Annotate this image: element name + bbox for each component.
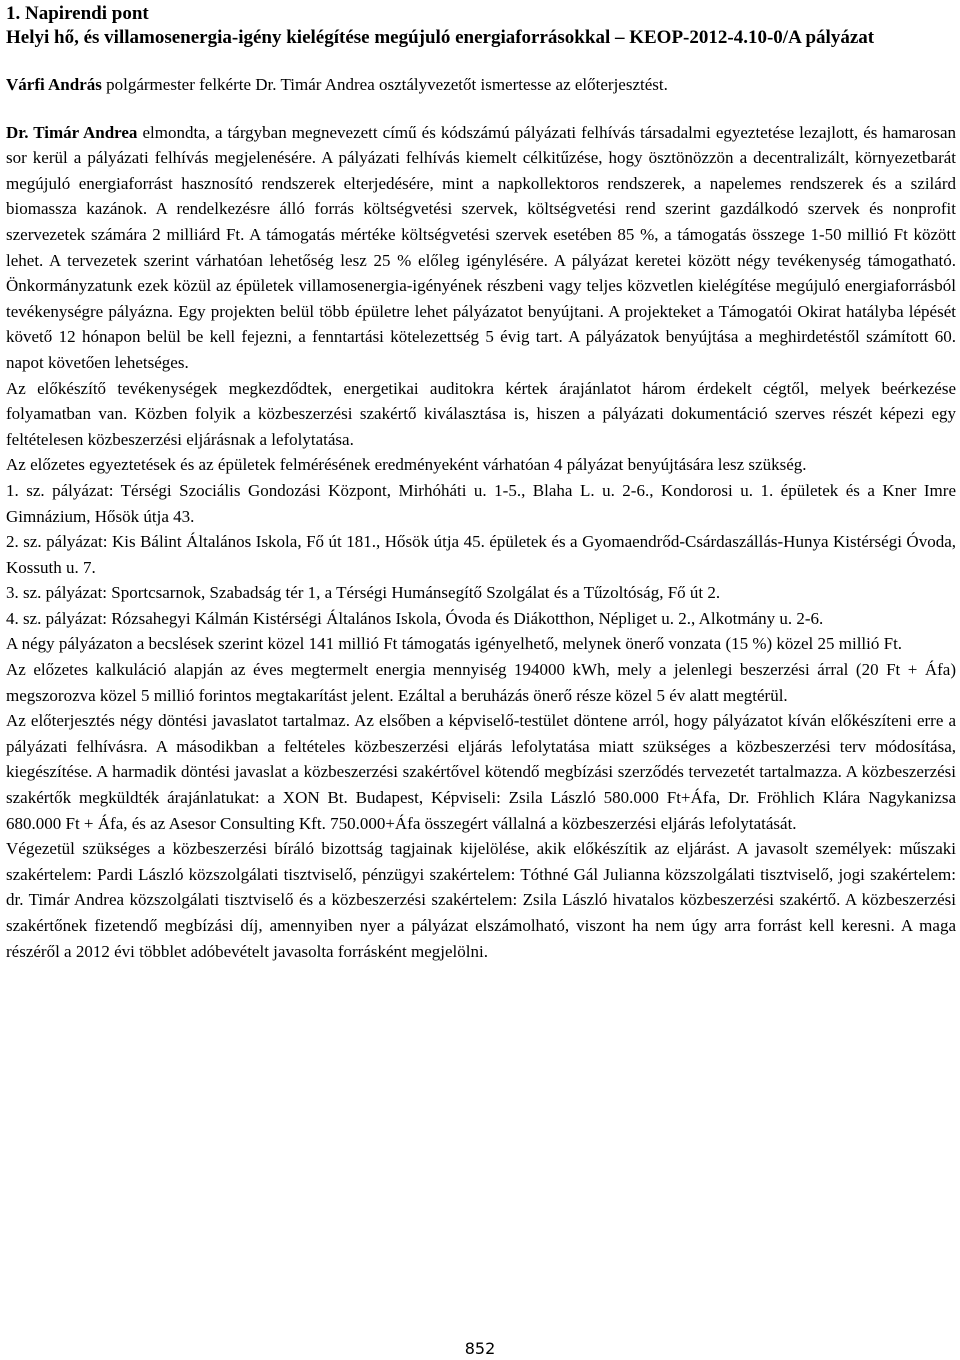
body-text: elmondta, a tárgyban megnevezett című és kódszámú pályázati felhívás társadalmi egyeztetése lezajlott, és hamarosan sor kerül a pályázati felhívás megjelenésére. A pályázati felhívás kiemelt célkitűzése, hogy ösztönözzön a decentralizált, környezetbarát megújuló energiaforrást hasznosító rendszerek elterjedésére, mint a napkollektoros rendszerek, a napelemes rendszerek és a szilárd biomassza kazánok. A rendelkezésre álló forrás költségvetési szervek, költségvetési rend szerint gazdálkodó szervek és nonprofit szervezetek számára 2 milliárd Ft. A támogatás mértéke költségvetési szervek esetében 85 %, a támogatás összege 1-50 millió Ft között lehet. A tervezetek szerint várhatóan lehetőség lesz 25 % előleg igénylésére. A pályázat keretei között négy tevékenység támogatható. Önkormányzatunk ezek közül az épületek villamosenergia-igényének részbeni vagy teljes közvetlen kielégítése megújuló energiaforrásból tevékenységre pályázna. Egy projekten belül több épületre lehet pályázatot benyújtani. A projekteket a Támogatói Okirat hatályba lépését követő 12 hónapon belül be kell fejezni, a fenntartási kötelezettség 5 évig tart. A pályázatok benyújtása a meghirdetéstől számított 60. napot követően lehetséges.: [6, 122, 957, 372]
intro-paragraph: [6, 72, 956, 98]
subject-heading: Helyi hő, és villamosenergia-igény kielégítése megújuló energiaforrásokkal – KEOP-2012-4.10-0/A pályázat: [6, 27, 875, 48]
body-paragraph-3: Az előzetes egyeztetések és az épületek felmérésének eredményeként várhatóan 4 pályázat benyújtására lesz szükség.: [6, 455, 807, 475]
speaker-name: Várfi András: [6, 75, 102, 94]
body-paragraph-4: A négy pályázaton a becslések szerint közel 141 millió Ft támogatás igényelhető, melynek önerő vonzata (15 %) közel 25 millió Ft.: [6, 634, 903, 654]
agenda-heading: 1. Napirendi pont: [6, 3, 149, 24]
body-paragraph-1: [6, 120, 956, 376]
body-paragraph-2: Az előkészítő tevékenységek megkezdődtek, energetikai auditokra kértek árajánlatot három érdekelt cégtől, melyek beérkezése folyamatban van. Közben folyik a közbeszerzési szakértő kiválasztása is, hiszen a pályázati dokumentáció szerves részét képezi egy feltételesen közbeszerzési eljárásnak a lefolytatása.: [6, 378, 956, 449]
application-item-1: 1. sz. pályázat: Térségi Szociális Gondozási Központ, Mirhóháti u. 1-5., Blaha L. u. 2-6., Kondorosi u. 1. épületek és a Kner Imre Gimnázium, Hősök útja 43.: [6, 480, 956, 526]
application-item-2: 2. sz. pályázat: Kis Bálint Általános Iskola, Fő út 181., Hősök útja 45. épületek és a Gyomaendrőd-Csárdaszállás-Hunya Kistérségi Óvoda, Kossuth u. 7.: [6, 532, 956, 577]
speaker-name: Dr. Timár Andrea: [6, 122, 138, 142]
spacer: [6, 98, 956, 120]
document-page: [6, 0, 956, 964]
application-item-4: 4. sz. pályázat: Rózsahegyi Kálmán Kistérségi Általános Iskola, Óvoda és Diákotthon, Népliget u. 2., Alkotmány u. 2-6.: [6, 608, 824, 628]
page-number: 852: [464, 1339, 496, 1358]
body-paragraph-5: Az előzetes kalkuláció alapján az éves megtermelt energia mennyiség 194000 kWh, mely a jelenlegi beszerzési árral (20 Ft + Áfa) megszorozva közel 5 millió forintos megtakarítást jelent. Ezáltal a beruházás önerő része közel 5 év alatt megtérül.: [6, 660, 956, 705]
body-paragraph-6: Az előterjesztés négy döntési javaslatot tartalmaz. Az elsőben a képviselő-testület döntene arról, hogy pályázatot kíván előkészíteni erre a pályázati felhívásra. A másodikban a feltételes közbeszerzési eljárás lefolytatása miatt szükséges a közbeszerzési terv módosítása, kiegészítése. A harmadik döntési javaslat a közbeszerzési szakértővel kötendő megbízási szerződés tervezetét tartalmazza. A közbeszerzési szakértők megküldték árajánlatukat: a XON Bt. Budapest, Képviseli: Zsila László 580.000 Ft+Áfa, Dr. Fröhlich Klára Nagykanizsa 680.000 Ft + Áfa, és az Asesor Consulting Kft. 750.000+Áfa összegért vállalná a közbeszerzési eljárás lefolytatását.: [6, 711, 956, 833]
spacer: [6, 50, 956, 72]
intro-text: polgármester felkérte Dr. Timár Andrea osztályvezetőt ismertesse az előterjesztést.: [101, 75, 668, 94]
application-item-3: 3. sz. pályázat: Sportcsarnok, Szabadság tér 1, a Térségi Humánsegítő Szolgálat és a Tűzoltóság, Fő út 2.: [6, 583, 721, 603]
body-paragraph-7: Végezetül szükséges a közbeszerzési bíráló bizottság tagjainak kijelölése, akik előkészítik az eljárást. A javasolt személyek: műszaki szakértelem: Pardi László közszolgálati tisztviselő, pénzügyi szakértelem: Tóthné Gál Julianna közszolgálati tisztviselő, jogi szakértelem: dr. Timár Andrea közszolgálati tisztviselő és a közbeszerzési szakértelem: Zsila László hivatalos közbeszerzési szakértő. A közbeszerzési szakértőnek fizetendő megbízási díj, amennyiben nyer a pályázat elszámolható, viszont ha nem úgy arra forrást kell keresni. A maga részéről a 2012 évi többlet adóbevételt javasolta forrásként megjelölni.: [6, 839, 956, 961]
